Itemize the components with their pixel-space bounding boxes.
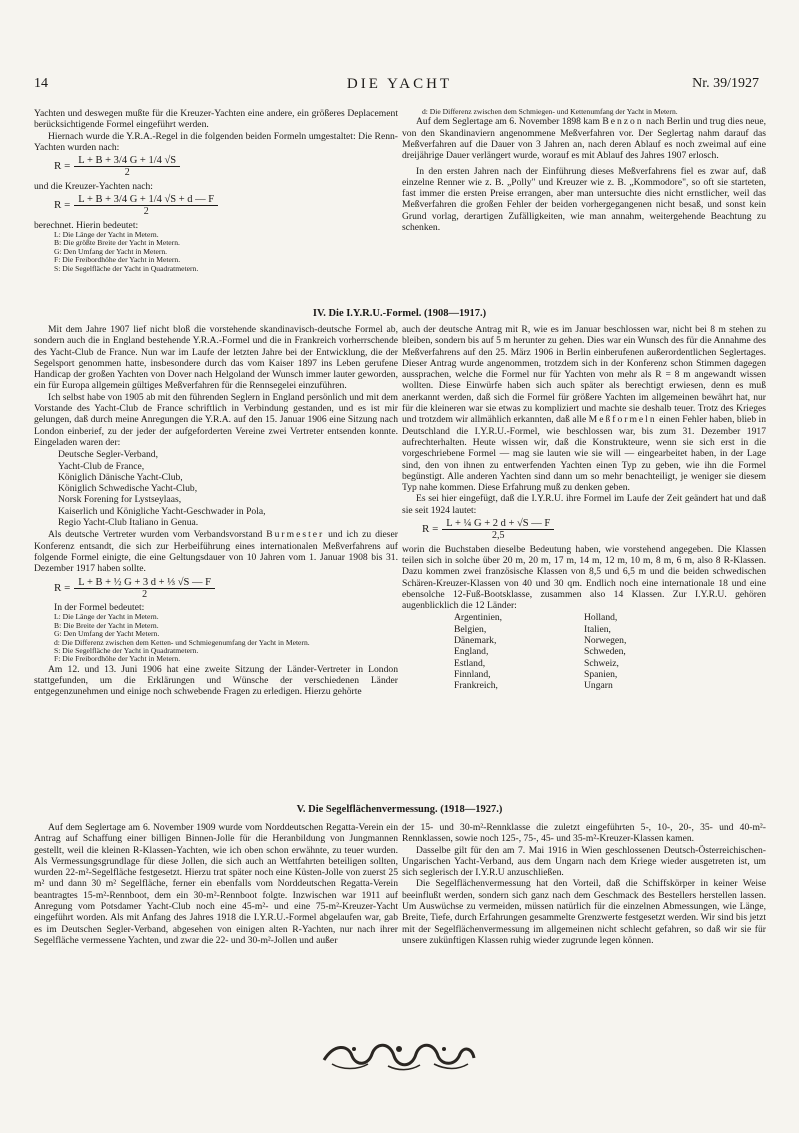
column-left-top [34,108,398,273]
country-list [454,612,766,691]
text-run: und ich zu dieser Konferenz entsandt, die sich zur Herbeiführung eines internationalen Meßverfahrens auf folgende Formel einigte, die eine Geltungsdauer von 10 Jahren vom 1. Januar 1908 bis 31. Dezember 1917 haben sollte. [34,529,398,575]
decorative-ornament-icon [318,1040,480,1072]
definitions-list [54,231,398,273]
text-run: Auf dem Seglertage am 6. November 1898 kam [416,116,603,128]
list-item: Spanien, [584,668,618,680]
formula-numerator: L + B + ½ G + 3 d + ⅓ √S — F [74,577,215,589]
list-item: England, [454,646,489,658]
list-item: Regio Yacht-Club Italiano in Genua. [58,517,199,529]
text-run: nach Berlin und trug dies neue, von den Skandinaviern angenommene Meßverfahren vor. Der Seglertag nahm darauf das Meßverfahren auf die Dauer von 3 Jahren an, nach deren Ablauf es noch zweimal auf eine dreijährige Dauer verlängert wurde, worauf es mit Ablauf des Jahres 1907 erlosch. [402,116,766,162]
paragraph: Mit dem Jahre 1907 lief nicht bloß die vorstehende skandinavisch-deutsche Formel ab, sondern auch die in England bestehende Y.R.A.-Formel und die in Frankreich vorherrschende des Yacht-Club de France. Nun war im Laufe der letzten Jahre bei der Entwicklung, die der Segelsport genommen hatte, insbesondere durch das vom Kaiser 1897 ins Leben gerufene Handicap der großen Yachten von Dover nach Helgoland der Wunsch immer lauter geworden, ein für Europa allgemein gültiges Meßverfahren für die Rennsegelei einzuführen. [34,324,398,392]
paragraph: worin die Buchstaben dieselbe Bedeutung haben, wie vorstehend angegeben. Die Klassen teilen sich in solche über 20 m, 20 m, 17 m, 14 m, 12 m, 10 m, 8 m, 6 m, also 8 R-Klassen. Dazu kommen zwei französische Klassen von 8,5 und 6,5 m und die beiden schwedischen Schären-Kreuzer-Klassen von 40 und 30 qm. Endlich noch eine internationale 18 und eine ebensolche 12-Fuß-Bootsklasse, zusammen also 14 Klassen. Zur I.Y.R.U. gehören augenblicklich die 12 Länder: [402,543,766,612]
paragraph [402,324,766,493]
list-item: Königlich Schwedische Yacht-Club, [58,483,198,495]
list-item: Holland, [584,612,618,624]
formula-iyru-1924 [422,518,766,542]
club-list [58,449,398,528]
list-item: Finnland, [454,668,491,680]
formula-lhs: R = [422,523,439,536]
formula-renn [54,155,398,179]
list-item: Schweden, [584,646,626,658]
spaced-word: Meßformeln [588,414,657,426]
formula-numerator: L + ¼ G + 2 d + √S — F [442,518,554,530]
definition: F: Die Freibordhöhe der Yacht in Metern. [54,255,181,265]
paragraph: der 15- und 30-m²-Rennklasse die zuletzt eingeführten 5-, 10-, 20-, 35- und 40-m²-Rennklassen, sowie noch 125-, 75-, 45- und 35-m²-Kreuzer-Klassen kamen. [402,822,766,845]
text-run: einen Fehler haben, blieb in Deutschland die I.Y.R.U.-Formel, wie beschlossen war, bis zum 31. Dezember 1917 aufrechterhalten. Heute wissen wir, daß die Konstrukteure, wenn sie sich erst in die vorgeschriebene Formel — mag sie lauten wie sie will — eingearbeitet haben, in der Lage sind, den von ihnen zu entwerfenden Yachten einen Typ zu geben, wie ihn die Formel begünstigt. Alle anderen Yachten sind dann um so mehr benachteiligt, je weniger sie diesem Typ nahe kommen. Diese Erfahrung muß zu denken geben. [402,414,766,494]
definition: L: Die Länge der Yacht in Metern. [54,229,159,239]
paragraph: und die Kreuzer-Yachten nach: [34,180,153,192]
definition: G: Den Umfang der Yacht Metern. [54,629,160,639]
list-item: Ungarn [584,680,613,692]
list-item: Frankreich, [454,680,498,692]
issue-number: Nr. 39/1927 [692,76,759,91]
paragraph [402,116,766,161]
spaced-name: Burmester [266,529,325,541]
list-item: Dänemark, [454,635,497,647]
definition: S: Die Segelfläche der Yacht in Quadratmetern. [54,646,199,656]
paragraph [34,529,398,574]
definition: B: Die größte Breite der Yacht in Metern. [54,238,180,248]
paragraph: berechnet. Hierin bedeutet: [34,219,139,231]
definition: G: Den Umfang der Yacht in Metern. [54,246,168,256]
list-item: Yacht-Club de France, [58,460,145,472]
definition: B: Die Breite der Yacht in Metern. [54,620,159,630]
formula-kreuzer [54,194,398,218]
text-run: auch der deutsche Antrag mit R, wie es im Januar beschlossen war, nicht bei 8 m stehen zu bleiben, sondern bis auf 5 m herunter zu gehen. Dies war ein Wunsch des für die Annahme des Meßverfahrens auf den 25. März 1906 in Berlin einberufenen außerordentlichen Seglertages. Dieser Antrag wurde angenommen, trotzdem sich in der Konferenz schon Stimmen dagegen aussprachen, welche die Formel nur für Yachten von mehr als R = 8 m angewandt wissen wollten. Diese Einwürfe haben sich auch später als berechtigt erwiesen, denn es muß anerkannt werden, daß sich die Formel für größere Yachten im allgemeinen bewährt hat, nur für die kleineren war sie etwas zu kompliziert und machte sie deshalb teuer. Trotz des Krieges und trotzdem wir allmählich erkannten, daß alle [402,324,766,426]
paragraph: Auf dem Seglertage am 6. November 1909 wurde vom Norddeutschen Regatta-Verein ein Antrag auf Schaffung einer billigen Binnen-Jolle für die Heranbildung von Jungmannen gestellt, weil die kleinen R-Klassen-Yachten, wie ich oben schon erwähnte, zu teuer wurden. Als Vermessungsgrundlage für diese Jollen, die sich auch an Wettfahrten beteiligen sollten, wurden 22-m²-Segelfläche festgesetzt. Hierzu trat später noch eine Küsten-Jolle von zuerst 25 m² und dann 30 m² Segelfläche, ferner ein ebenfalls vom Norddeutschen Regatta-Verein beantragtes 15-m²-Rennboot, dem ein 30-m²-Rennboot folgte. Inzwischen war 1911 auf Anregung vom Potsdamer Yacht-Club noch eine 45-m²- und eine 75-m²-Kreuzer-Yacht eingeführt worden. Als mit Anfang des Jahres 1918 die I.Y.R.U.-Formel abgelaufen war, gab es im Deutschen Segler-Verband, abgesehen von einigen alten R-Yachten, nur nach ihrer Segelfläche vermessene Yachten, und zwar die 22- und 30-m²-Jollen und außer [34,822,398,946]
column-left-middle [34,324,398,698]
formula-numerator: L + B + 3/4 G + 1/4 √S + d — F [74,194,218,206]
paragraph: Es sei hier eingefügt, daß die I.Y.R.U. ihre Formel im Laufe der Zeit geändert hat und daß sie seit 1924 lautet: [402,493,766,516]
formula-lhs: R = [54,199,71,212]
formula-denominator: 2 [124,167,130,179]
list-item: Estland, [454,657,486,669]
list-item: Norsk Forening for Lystseylaas, [58,494,182,506]
magazine-title: DIE YACHT [346,76,453,92]
section-heading: V. Die Segelflächenvermessung. (1918—1927.) [296,804,503,815]
page-number: 14 [34,76,48,91]
formula-iyru-1908 [54,577,398,601]
paragraph: Yachten und deswegen mußte für die Kreuzer-Yachten eine andere, ein größeres Deplacement berücksichtigende Formel eingeführt werden. [34,108,398,131]
formula-denominator: 2 [142,588,148,600]
definition: S: Die Segelfläche der Yacht in Quadratmetern. [54,263,199,273]
list-item: Deutsche Segler-Verband, [58,449,158,461]
column-left-bottom [34,822,398,946]
list-item: Norwegen, [584,635,627,647]
formula-denominator: 2,5 [492,530,505,542]
spaced-name: Benzon [602,116,644,128]
paragraph: In den ersten Jahren nach der Einführung dieses Meßverfahrens fiel es zwar auf, daß einzelne Renner wie z. B. „Polly" und Kreuzer wie z. B. „Kommodore", so oft sie starteten, fast immer die ersten Preise errangen, aber man untersuchte dies nicht ernstlicher, weil das Meßverfahren die großen Fehler der beiden vorhergegangenen nicht besaß, und sonst kein Grund vorlag, derartigen Zufälligkeiten, wie man annahm, weitergehende Beachtung zu schenken. [402,165,766,234]
list-item: Italien, [584,623,611,635]
list-item: Schweiz, [584,657,619,669]
definitions-list [54,613,398,663]
formula-denominator: 2 [143,206,149,218]
paragraph: Hiernach wurde die Y.R.A.-Regel in die folgenden beiden Formeln umgestaltet: Die Renn-Yachten wurden nach: [34,130,398,153]
definition: d: Die Differenz zwischen dem Ketten- und Schmiegenumfang der Yacht in Metern. [54,637,310,647]
list-item: Königlich Dänische Yacht-Club, [58,471,183,483]
paragraph: In der Formel bedeutet: [54,602,145,614]
definition: F: Die Freibordhöhe der Yacht in Metern. [54,654,181,664]
list-item: Kaiserlich und Königliche Yacht-Geschwader in Pola, [58,505,266,517]
column-right-top [402,108,766,233]
list-item: Belgien, [454,623,487,635]
paragraph: Ich selbst habe von 1905 ab mit den führenden Seglern in England persönlich und mit dem Vorstande des Yacht-Club de France schriftlich in Verbindung gestanden, und es ist mir gelungen, daß durch meine Anregungen die Y.R.A. auf den 15. Januar 1906 eine Sitzung nach London einberief, zu der jeder der aufgeforderten Vereine zwei Vertreter entsenden konnte. Eingeladen waren der: [34,391,398,448]
column-right-middle [402,324,766,693]
formula-lhs: R = [54,160,71,173]
paragraph: Am 12. und 13. Juni 1906 hat eine zweite Sitzung der Länder-Vertreter in London stattgefunden, um die Erklärungen und Wünsche der verschiedenen Länder entgegenzunehmen und einige noch schwebende Fragen zu erledigen. Hierzu gehörte [34,663,398,698]
definition: L: Die Länge der Yacht in Metern. [54,612,159,622]
paragraph: Dasselbe gilt für den am 7. Mai 1916 in Wien geschlossenen Deutsch-Österreichischen-Ungarischen Yacht-Verband, aus dem Ungarn nach dem Kriege wieder ausgetreten ist, um sich seglerisch der I.Y.R.U anzuschließen. [402,844,766,879]
text-run: Als deutsche Vertreter wurden vom Verbandsvorstand [48,529,267,541]
section-heading: IV. Die I.Y.R.U.-Formel. (1908—1917.) [312,308,487,319]
paragraph: Die Segelflächenvermessung hat den Vorteil, daß die Schiffskörper in keiner Weise beeinflußt werden, sondern sich ganz nach dem Geschmack des Bestellers herstellen lassen. Um Auswüchse zu vermeiden, müssen natürlich für die einzelnen Abmessungen, wie Länge, Breite, Tiefe, durch Erfahrungen gesammelte Grenzwerte festgesetzt werden. Wir sind bis jetzt mit der Segelflächenvermessung im allgemeinen nicht schlecht gefahren, so daß wir sie für unsere zukünftigen Klassen ruhig wieder zugrunde legen können. [402,878,766,946]
list-item: Argentinien, [454,612,503,624]
definition: d: Die Differenz zwischen dem Schmiegen- und Kettenumfang der Yacht in Metern. [422,107,678,116]
column-right-bottom [402,822,766,946]
formula-numerator: L + B + 3/4 G + 1/4 √S [74,155,180,167]
formula-lhs: R = [54,581,71,594]
